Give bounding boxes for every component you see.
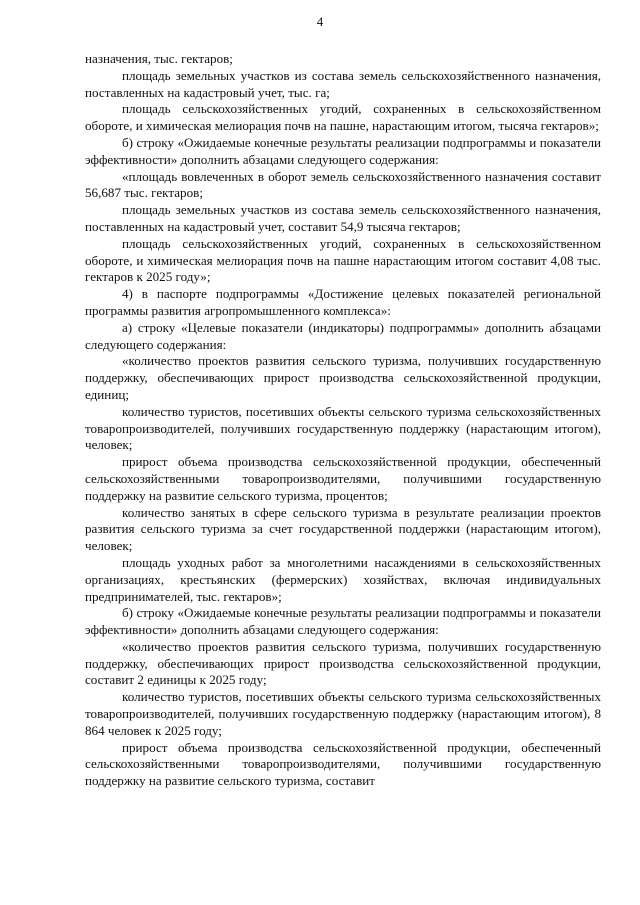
paragraph: количество туристов, посетивших объекты сельского туризма сельскохозяйственных товаропроизводителей, получивших государственную поддержку (нарастающим итогом), 8 864 человек к 2025 году;	[85, 689, 601, 738]
paragraph: прирост объема производства сельскохозяйственной продукции, обеспеченный сельскохозяйственными товаропроизводителями, получившими государственную поддержку на развитие сельского туризма, составит	[85, 739, 601, 789]
paragraph: а) строку «Целевые показатели (индикаторы) подпрограммы» дополнить абзацами следующего содержания:	[85, 319, 601, 352]
paragraph: 4) в паспорте подпрограммы «Достижение целевых показателей региональной программы развития агропромышленного комплекса»:	[85, 286, 601, 318]
document-body	[85, 51, 601, 790]
paragraph: «количество проектов развития сельского туризма, получивших государственную поддержку, обеспечивающих прирост производства сельскохозяйственной продукции, составит 2 единицы к 2025 году;	[85, 638, 601, 688]
paragraph: площадь сельскохозяйственных угодий, сохраненных в сельскохозяйственном обороте, и химическая мелиорация почв на пашне, нарастающим итогом, тысяча гектаров»;	[85, 101, 601, 134]
paragraph-continuation: назначения, тыс. гектаров;	[85, 51, 233, 66]
paragraph: прирост объема производства сельскохозяйственной продукции, обеспеченный сельскохозяйственными товаропроизводителями, получившими государственную поддержку на развитие сельского туризма, процентов;	[85, 454, 601, 503]
paragraph: б) строку «Ожидаемые конечные результаты реализации подпрограммы и показатели эффективности» дополнить абзацами следующего содержания:	[85, 134, 601, 167]
paragraph: площадь земельных участков из состава земель сельскохозяйственного назначения, поставленных на кадастровый учет, составит 54,9 тысяча гектаров;	[85, 202, 601, 234]
paragraph: площадь сельскохозяйственных угодий, сохраненных в сельскохозяйственном обороте, и химическая мелиорация почв на пашне нарастающим итогом составит 4,08 тыс. гектаров к 2025 году»;	[85, 235, 601, 285]
paragraph: б) строку «Ожидаемые конечные результаты реализации подпрограммы и показатели эффективности» дополнить абзацами следующего содержания:	[85, 605, 601, 638]
paragraph: количество занятых в сфере сельского туризма в результате реализации проектов развития сельского туризма за счет государственной поддержки (нарастающим итогом), человек;	[85, 504, 601, 554]
paragraph: площадь уходных работ за многолетними насаждениями в сельскохозяйственных организациях, крестьянских (фермерских) хозяйствах, включая индивидуальных предпринимателей, тыс. гектаров»;	[85, 554, 601, 604]
paragraph: «площадь вовлеченных в оборот земель сельскохозяйственного назначения составит 56,687 тыс. гектаров;	[85, 168, 601, 201]
page-number: 4	[316, 14, 324, 29]
paragraph: площадь земельных участков из состава земель сельскохозяйственного назначения, поставленных на кадастровый учет, тыс. га;	[85, 67, 601, 100]
paragraph: количество туристов, посетивших объекты сельского туризма сельскохозяйственных товаропроизводителей, получивших государственную поддержку (нарастающим итогом), человек;	[85, 403, 601, 453]
paragraph: «количество проектов развития сельского туризма, получивших государственную поддержку, обеспечивающих прирост производства сельскохозяйственной продукции, единиц;	[85, 353, 601, 402]
